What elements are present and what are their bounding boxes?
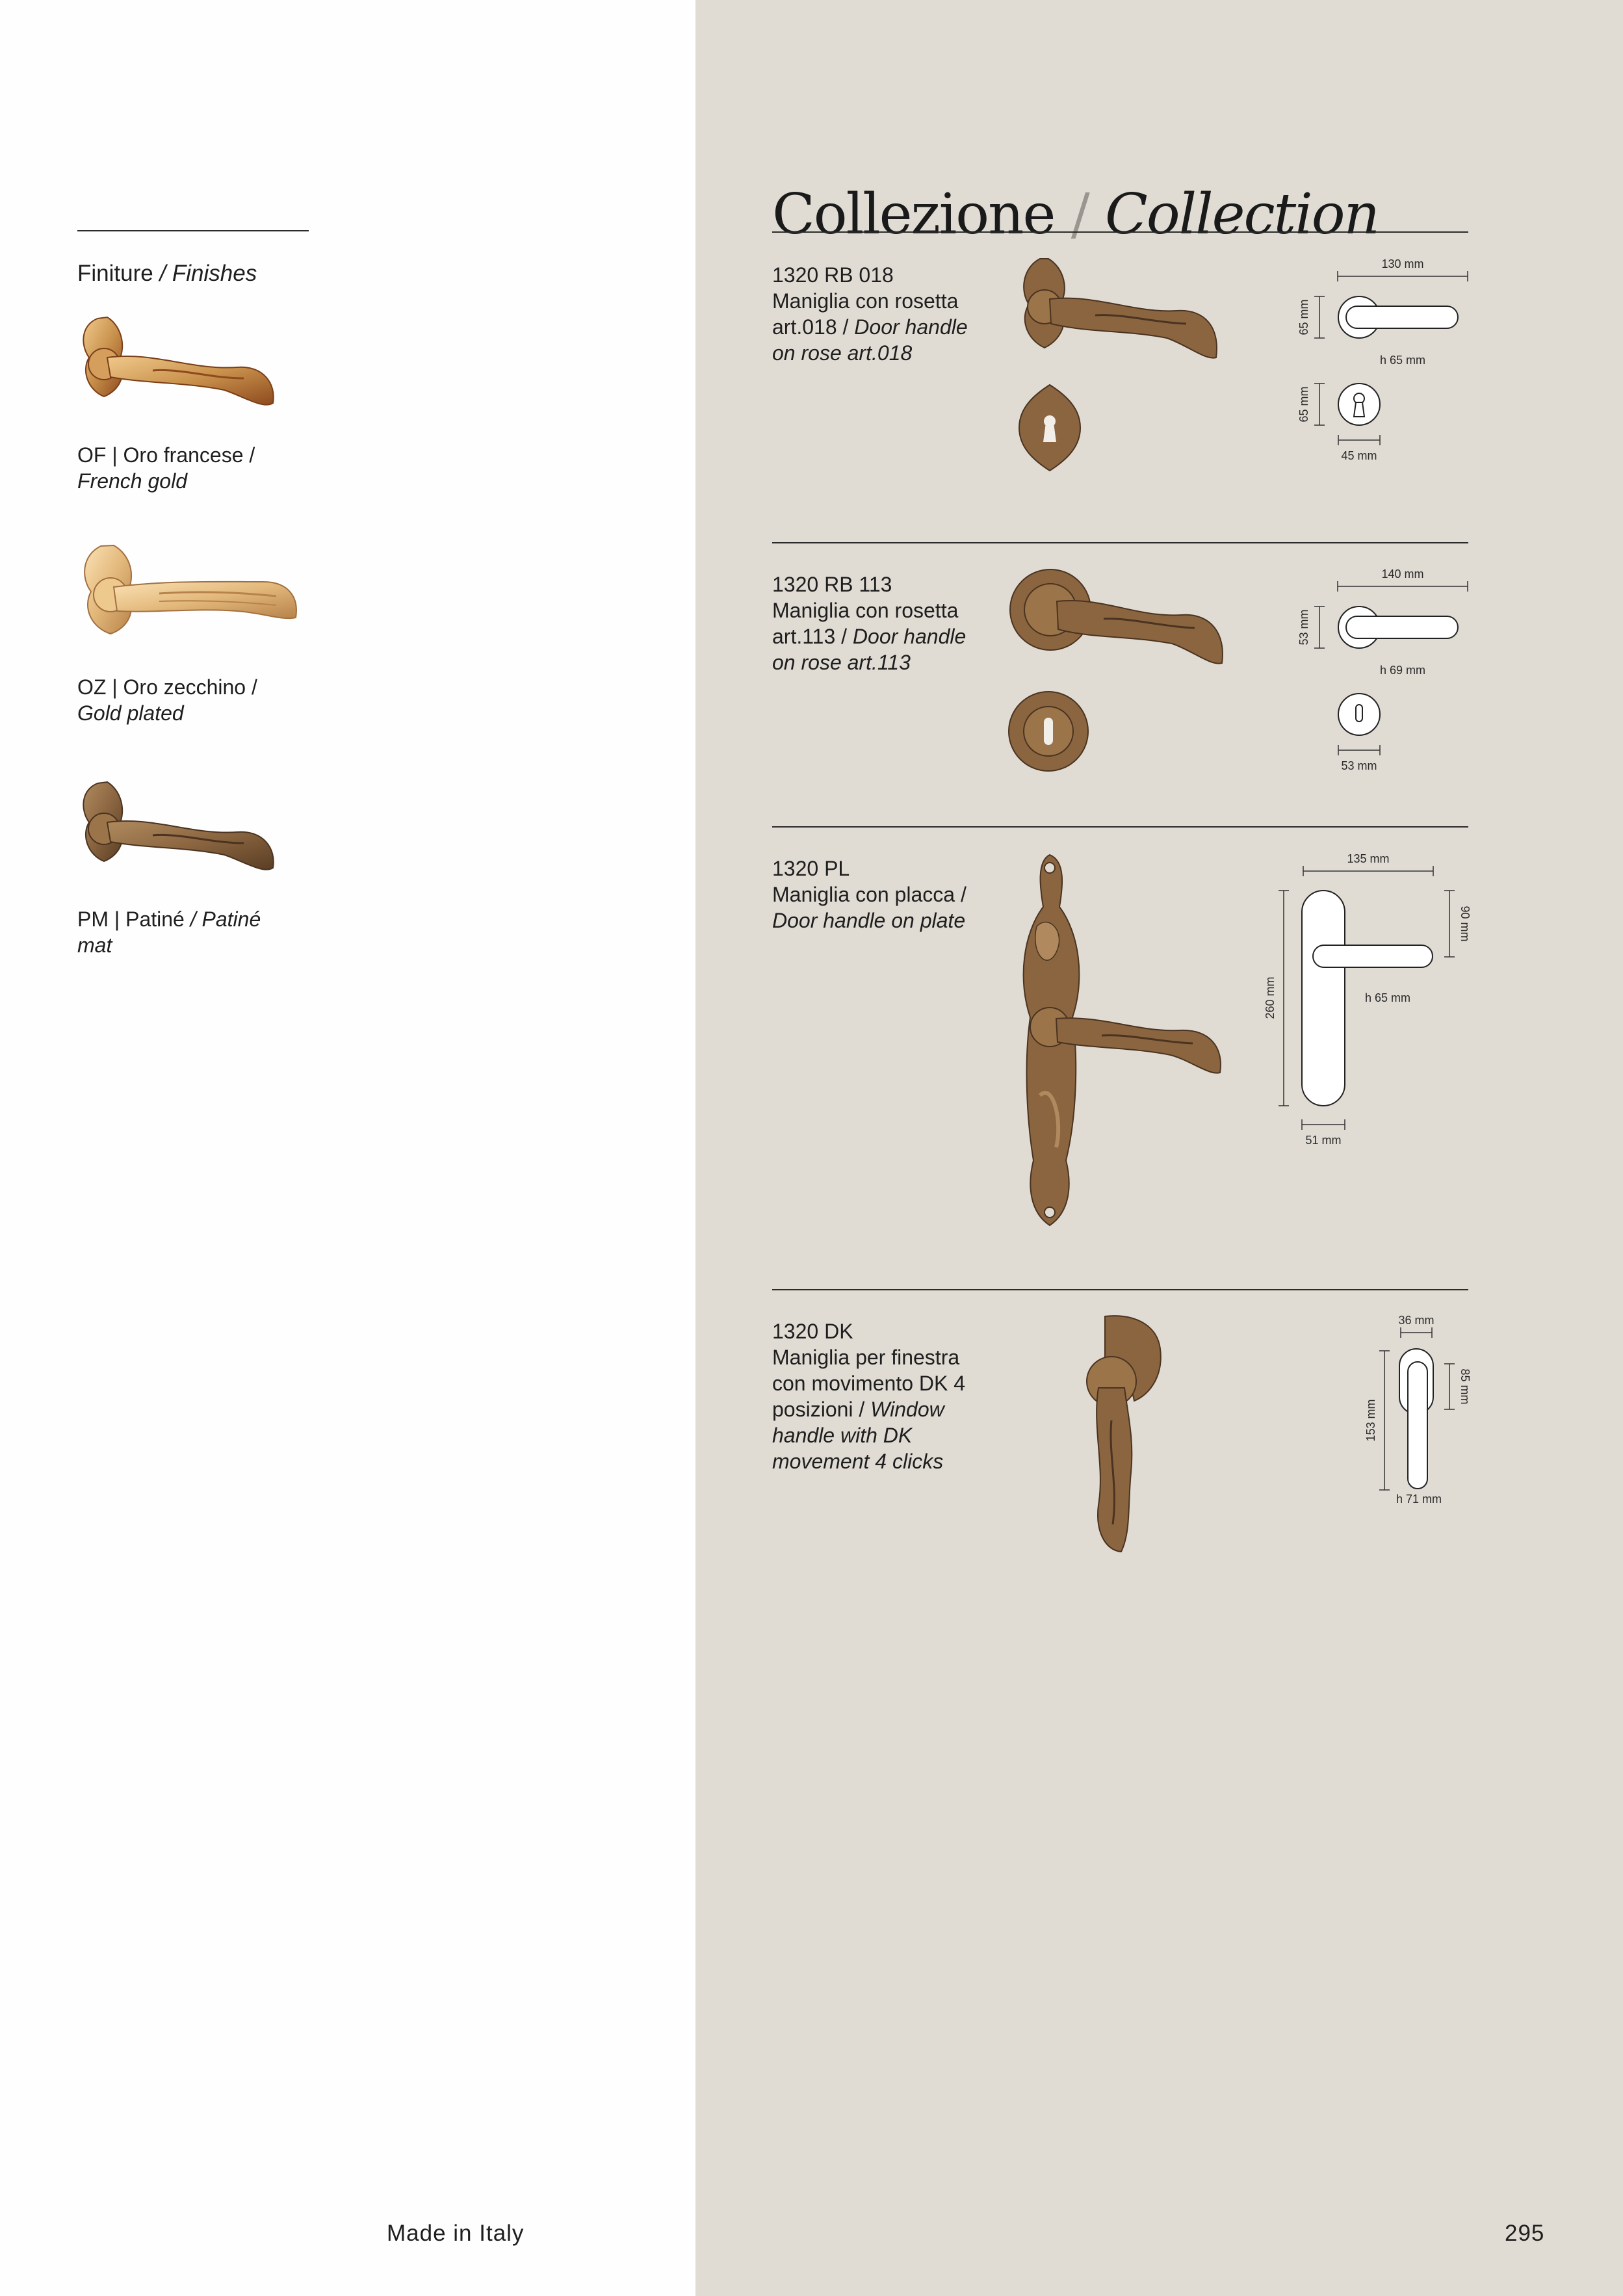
product-divider-3 [772,1289,1468,1290]
product-2-text: 1320 RB 113 Maniglia con rosetta art.113 / Door handle on rose art.113 [772,573,967,674]
product-2-dimension-drawing [1290,560,1479,781]
dim-height: h 65 mm [1379,354,1426,367]
product-code: 1320 PL [772,857,850,880]
product-divider-2 [772,826,1468,828]
product-4-dimension-drawing [1352,1307,1482,1521]
dim-length: 140 mm [1381,567,1424,581]
product-4-window-handle-image [1066,1310,1170,1557]
product-4-text: 1320 DK Maniglia per finestra con movimento DK 4 posizioni / Window handle with DK movement 4 clicks [772,1320,966,1473]
dim-plate-height: 260 mm [1264,976,1277,1019]
dim-rose: 65 mm [1297,299,1310,335]
product-divider-1 [772,542,1468,543]
dim-key-width: 53 mm [1341,759,1377,772]
product-code: 1320 DK [772,1320,853,1343]
finish-label-gold-plated: OZ | Oro zecchino / Gold plated [77,675,257,725]
collection-title: Collezione / Collection [772,182,1379,247]
dim-length: 135 mm [1347,852,1390,865]
dim-height: h 69 mm [1379,664,1426,677]
dim-height: h 71 mm [1396,1493,1442,1506]
dim-plate-width: 51 mm [1305,1134,1342,1147]
dim-length: 130 mm [1381,257,1424,270]
product-3-dimension-drawing [1258,845,1479,1151]
collection-title-rule [772,231,1468,233]
product-2-handle-image [1006,566,1230,676]
product-3-text: 1320 PL Maniglia con placca / Door handle on plate [772,857,967,932]
product-code: 1320 RB 113 [772,573,892,596]
dim-height: h 65 mm [1364,991,1411,1004]
finishes-heading: Finiture / Finishes [77,261,257,286]
made-in-italy: Made in Italy [387,2221,525,2246]
finish-label-french-gold: OF | Oro francese / French gold [77,443,255,493]
dim-length: 153 mm [1364,1399,1377,1442]
finish-label-patine-mat: PM | Patiné / Patiné mat [77,907,261,957]
finish-image-french-gold [75,306,283,416]
product-code: 1320 RB 018 [772,263,894,287]
finishes-divider [77,230,309,231]
finish-image-patine-mat [75,770,283,881]
page-number: 295 [1505,2221,1545,2246]
product-1-dimension-drawing [1290,250,1479,471]
dim-rose: 53 mm [1297,609,1310,646]
dim-key-height: 65 mm [1297,386,1310,423]
dim-key-width: 45 mm [1341,449,1377,462]
product-1-keyhole-escutcheon-image [1014,382,1085,473]
finish-image-gold-plated [75,536,302,647]
dim-offset: 90 mm [1459,906,1472,942]
dim-offset: 85 mm [1459,1368,1472,1405]
product-2-keyhole-escutcheon-image [1006,689,1091,774]
dim-width: 36 mm [1398,1314,1435,1327]
product-3-handle-plate-image [1004,848,1232,1232]
product-1-text: 1320 RB 018 Maniglia con rosetta art.018 / Door handle on rose art.018 [772,263,968,365]
product-1-handle-image [1011,254,1225,371]
